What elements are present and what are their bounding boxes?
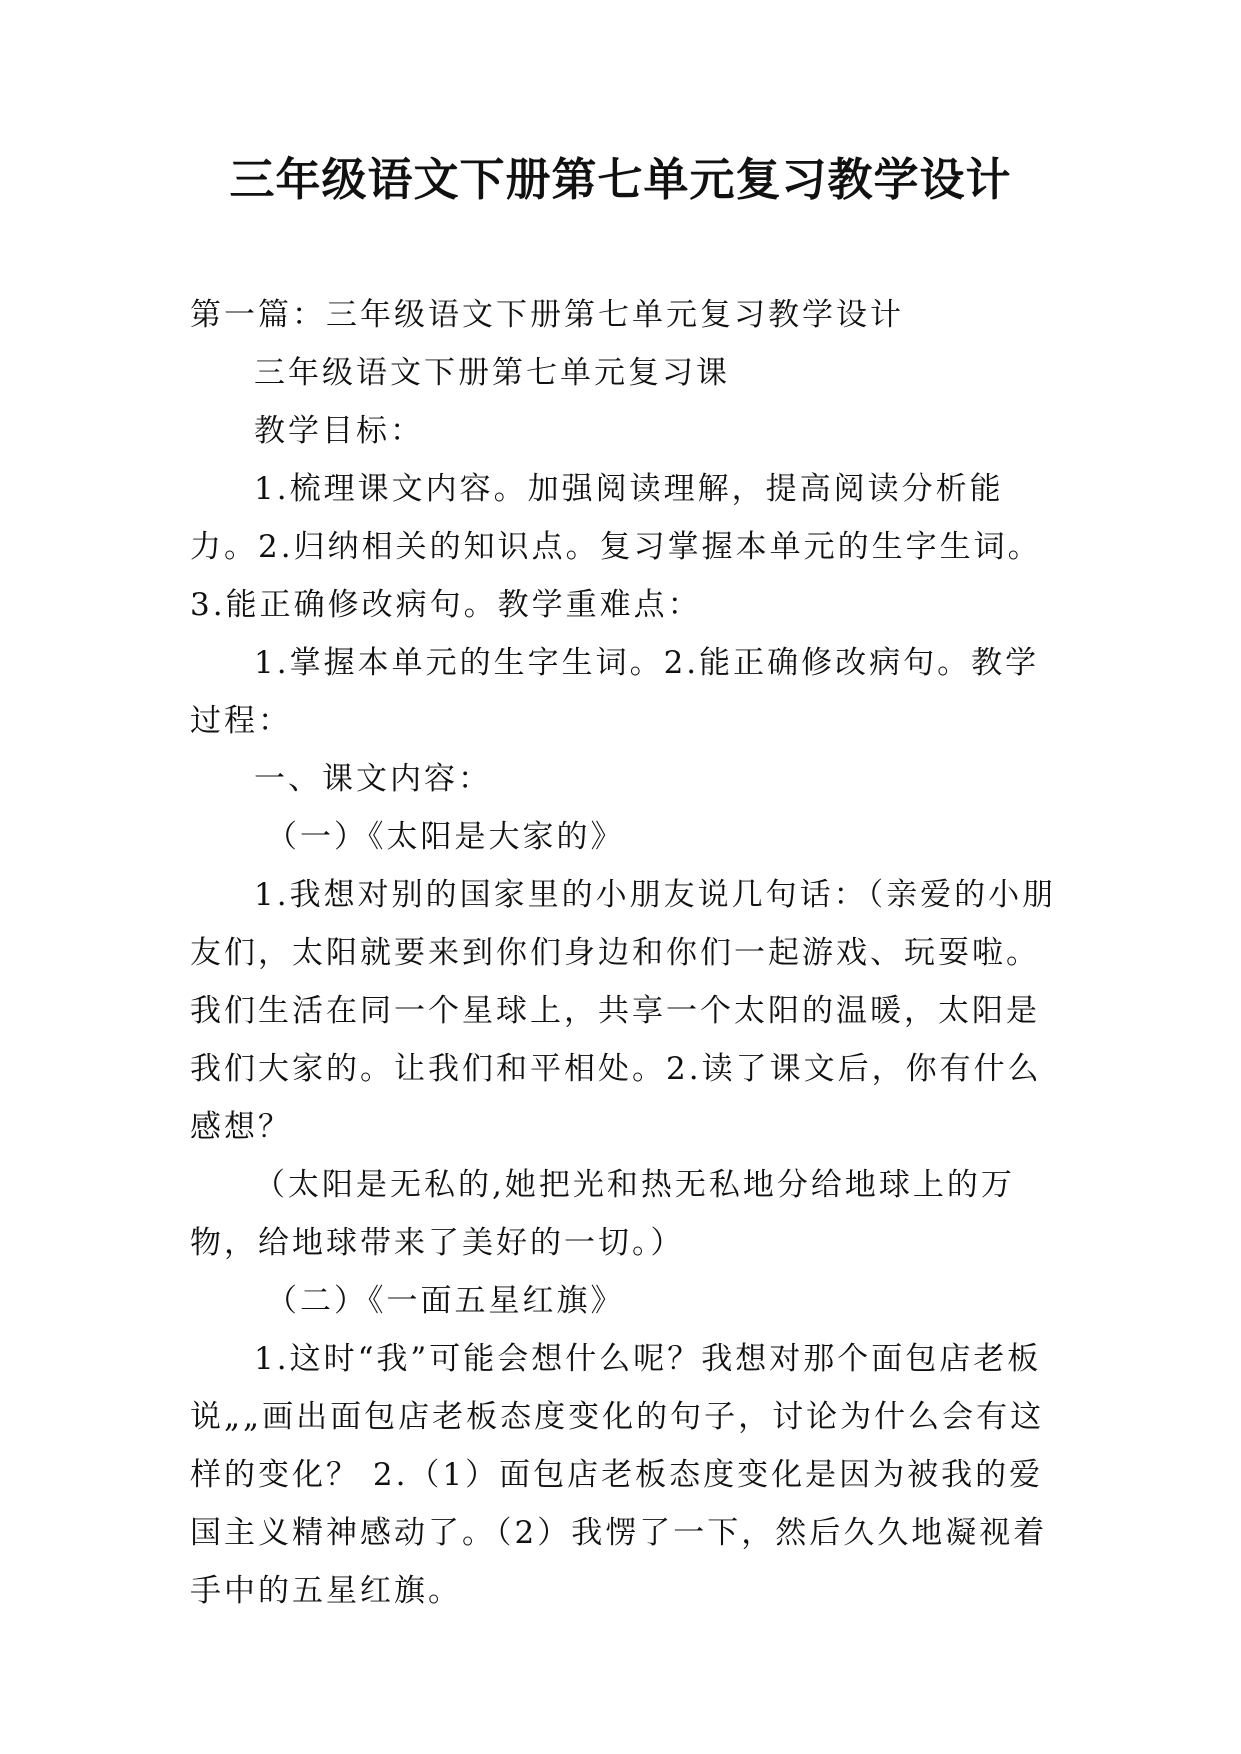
flag-question-paragraph: 1.这时“我”可能会想什么呢？我想对那个面包店老板说„„画出面包店老板态度变化的句子，讨论为什么会有这样的变化？ 2.（1）面包店老板态度变化是因为被我的爱国主义精神感动了。（2）我愣了一下，然后久久地凝视着手中的五星红旗。: [190, 1341, 1048, 1609]
key-points-paragraph: 1.掌握本单元的生字生词。2.能正确修改病句。教学过程：: [190, 645, 1040, 739]
sun-answer-paragraph: （太阳是无私的,她把光和热无私地分给地球上的万物，给地球带来了美好的一切。）: [190, 1167, 1015, 1261]
subsection-heading-sun: （一）《太阳是大家的》: [266, 819, 625, 855]
objectives-paragraph: 1.梳理课文内容。加强阅读理解，提高阅读分析能力。2.归纳相关的知识点。复习掌握本单元的生字生词。3.能正确修改病句。教学重难点：: [190, 471, 1042, 623]
subsection-heading-flag: （二）《一面五星红旗》: [266, 1283, 625, 1319]
section-heading-text-content: 一、课文内容：: [254, 761, 492, 797]
sun-question-paragraph: 1.我想对别的国家里的小朋友说几句话：（亲爱的小朋友们，太阳就要来到你们身边和你们一起游戏、玩耍啦。我们生活在同一个星球上，共享一个太阳的温暖，太阳是我们大家的。让我们和平相处。2.读了课文后，你有什么感想？: [190, 877, 1057, 1145]
document-body: [190, 286, 1070, 1620]
document-title: 三年级语文下册第七单元复习教学设计: [229, 153, 1012, 206]
chapter-heading: 第一篇：三年级语文下册第七单元复习教学设计: [190, 297, 904, 333]
lesson-title: 三年级语文下册第七单元复习课: [254, 355, 730, 391]
objectives-heading: 教学目标：: [254, 413, 424, 449]
